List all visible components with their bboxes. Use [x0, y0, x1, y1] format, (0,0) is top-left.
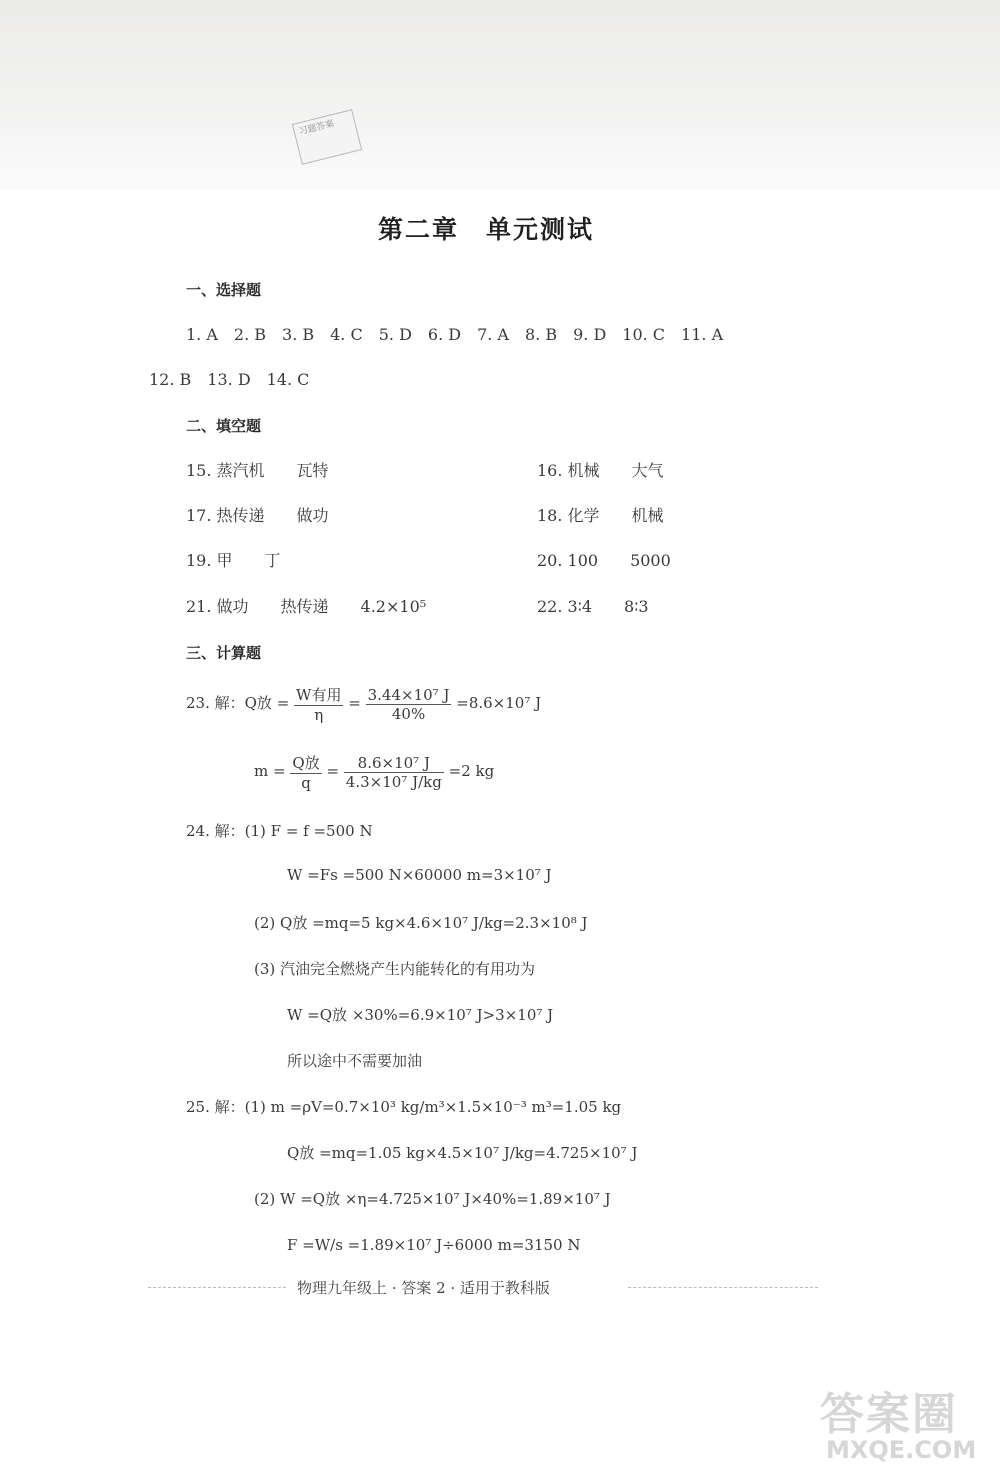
fill-answer-18: 18. 化学 机械	[537, 506, 664, 525]
calc-23-label: 23. 解：Q放 =	[186, 694, 290, 712]
calc-25-line-2: Q放 =mq=1.05 kg×4.5×10⁷ J/kg=4.725×10⁷ J	[287, 1144, 638, 1162]
fraction-denominator: q	[301, 774, 311, 792]
calc-25-line-1: 25. 解：(1) m =ρV=0.7×10³ kg/m³×1.5×10⁻³ m³=1.05 kg	[186, 1098, 622, 1116]
fraction-numerator: 8.6×10⁷ J	[344, 754, 444, 773]
fraction-values	[344, 754, 444, 791]
calc-24-line-3: (2) Q放 =mq=5 kg×4.6×10⁷ J/kg=2.3×10⁸ J	[254, 914, 588, 932]
calc-25-line-4: F =W/s =1.89×10⁷ J÷6000 m=3150 N	[287, 1236, 581, 1254]
fraction-values	[366, 686, 452, 723]
calc-24-line-6: 所以途中不需要加油	[287, 1052, 423, 1070]
section-calc-heading: 三、计算题	[186, 644, 262, 662]
watermark-logo: 答案圈	[820, 1389, 958, 1440]
calc-23-formula-2	[254, 752, 494, 792]
page-title: 第二章 单元测试	[378, 215, 595, 244]
calc-24-line-1: 24. 解：(1) F = f =500 N	[186, 822, 373, 840]
fraction-denominator: 4.3×10⁷ J/kg	[345, 772, 442, 791]
stamp-text: 习题答案	[297, 119, 336, 138]
fill-answer-15: 15. 蒸汽机 瓦特	[186, 461, 329, 480]
calc-23b-label: m =	[254, 762, 286, 780]
footer-rule-left	[148, 1287, 286, 1288]
footer-rule-right	[628, 1287, 818, 1288]
calc-24-line-2: W =Fs =500 N×60000 m=3×10⁷ J	[287, 866, 552, 884]
section-fill-heading: 二、填空题	[186, 417, 262, 435]
fill-answer-17: 17. 热传递 做功	[186, 506, 329, 525]
fraction-useful-work-over-efficiency	[294, 684, 343, 724]
fill-answer-22: 22. 3∶4 8∶3	[537, 597, 649, 616]
scan-header-shading	[0, 0, 1000, 190]
fill-answer-19: 19. 甲 丁	[186, 551, 281, 570]
equals-sign: =	[348, 694, 361, 712]
equals-sign: =	[326, 762, 340, 780]
page-footer: 物理九年级上 · 答案 2 · 适用于教科版	[297, 1279, 550, 1297]
fraction-numerator: W有用	[296, 686, 342, 704]
fraction-numerator: Q放	[292, 754, 320, 772]
calc-23-result: =8.6×10⁷ J	[456, 694, 542, 712]
fraction-denominator: 40%	[391, 704, 426, 723]
calc-24-line-4: (3) 汽油完全燃烧产生内能转化的有用功为	[254, 960, 536, 978]
fill-answer-21: 21. 做功 热传递 4.2×10⁵	[186, 597, 427, 616]
fraction-heat-over-heat-value	[290, 752, 321, 792]
fill-answer-20: 20. 100 5000	[537, 551, 671, 570]
choice-answers-line-2: 12. B 13. D 14. C	[149, 370, 310, 389]
fill-answer-16: 16. 机械 大气	[537, 461, 664, 480]
fraction-denominator: η	[314, 706, 324, 724]
watermark-site: MXQE.COM	[826, 1436, 977, 1464]
fraction-numerator: 3.44×10⁷ J	[367, 685, 450, 704]
section-choice-heading: 一、选择题	[186, 281, 262, 299]
calc-24-line-5: W =Q放 ×30%=6.9×10⁷ J>3×10⁷ J	[287, 1006, 554, 1024]
calc-23-formula-1	[186, 684, 541, 724]
calc-23b-result: =2 kg	[448, 762, 495, 780]
choice-answers-line-1: 1. A 2. B 3. B 4. C 5. D 6. D 7. A 8. B 9. D 10. C 11. A	[186, 325, 724, 344]
calc-25-line-3: (2) W =Q放 ×η=4.725×10⁷ J×40%=1.89×10⁷ J	[254, 1190, 611, 1208]
